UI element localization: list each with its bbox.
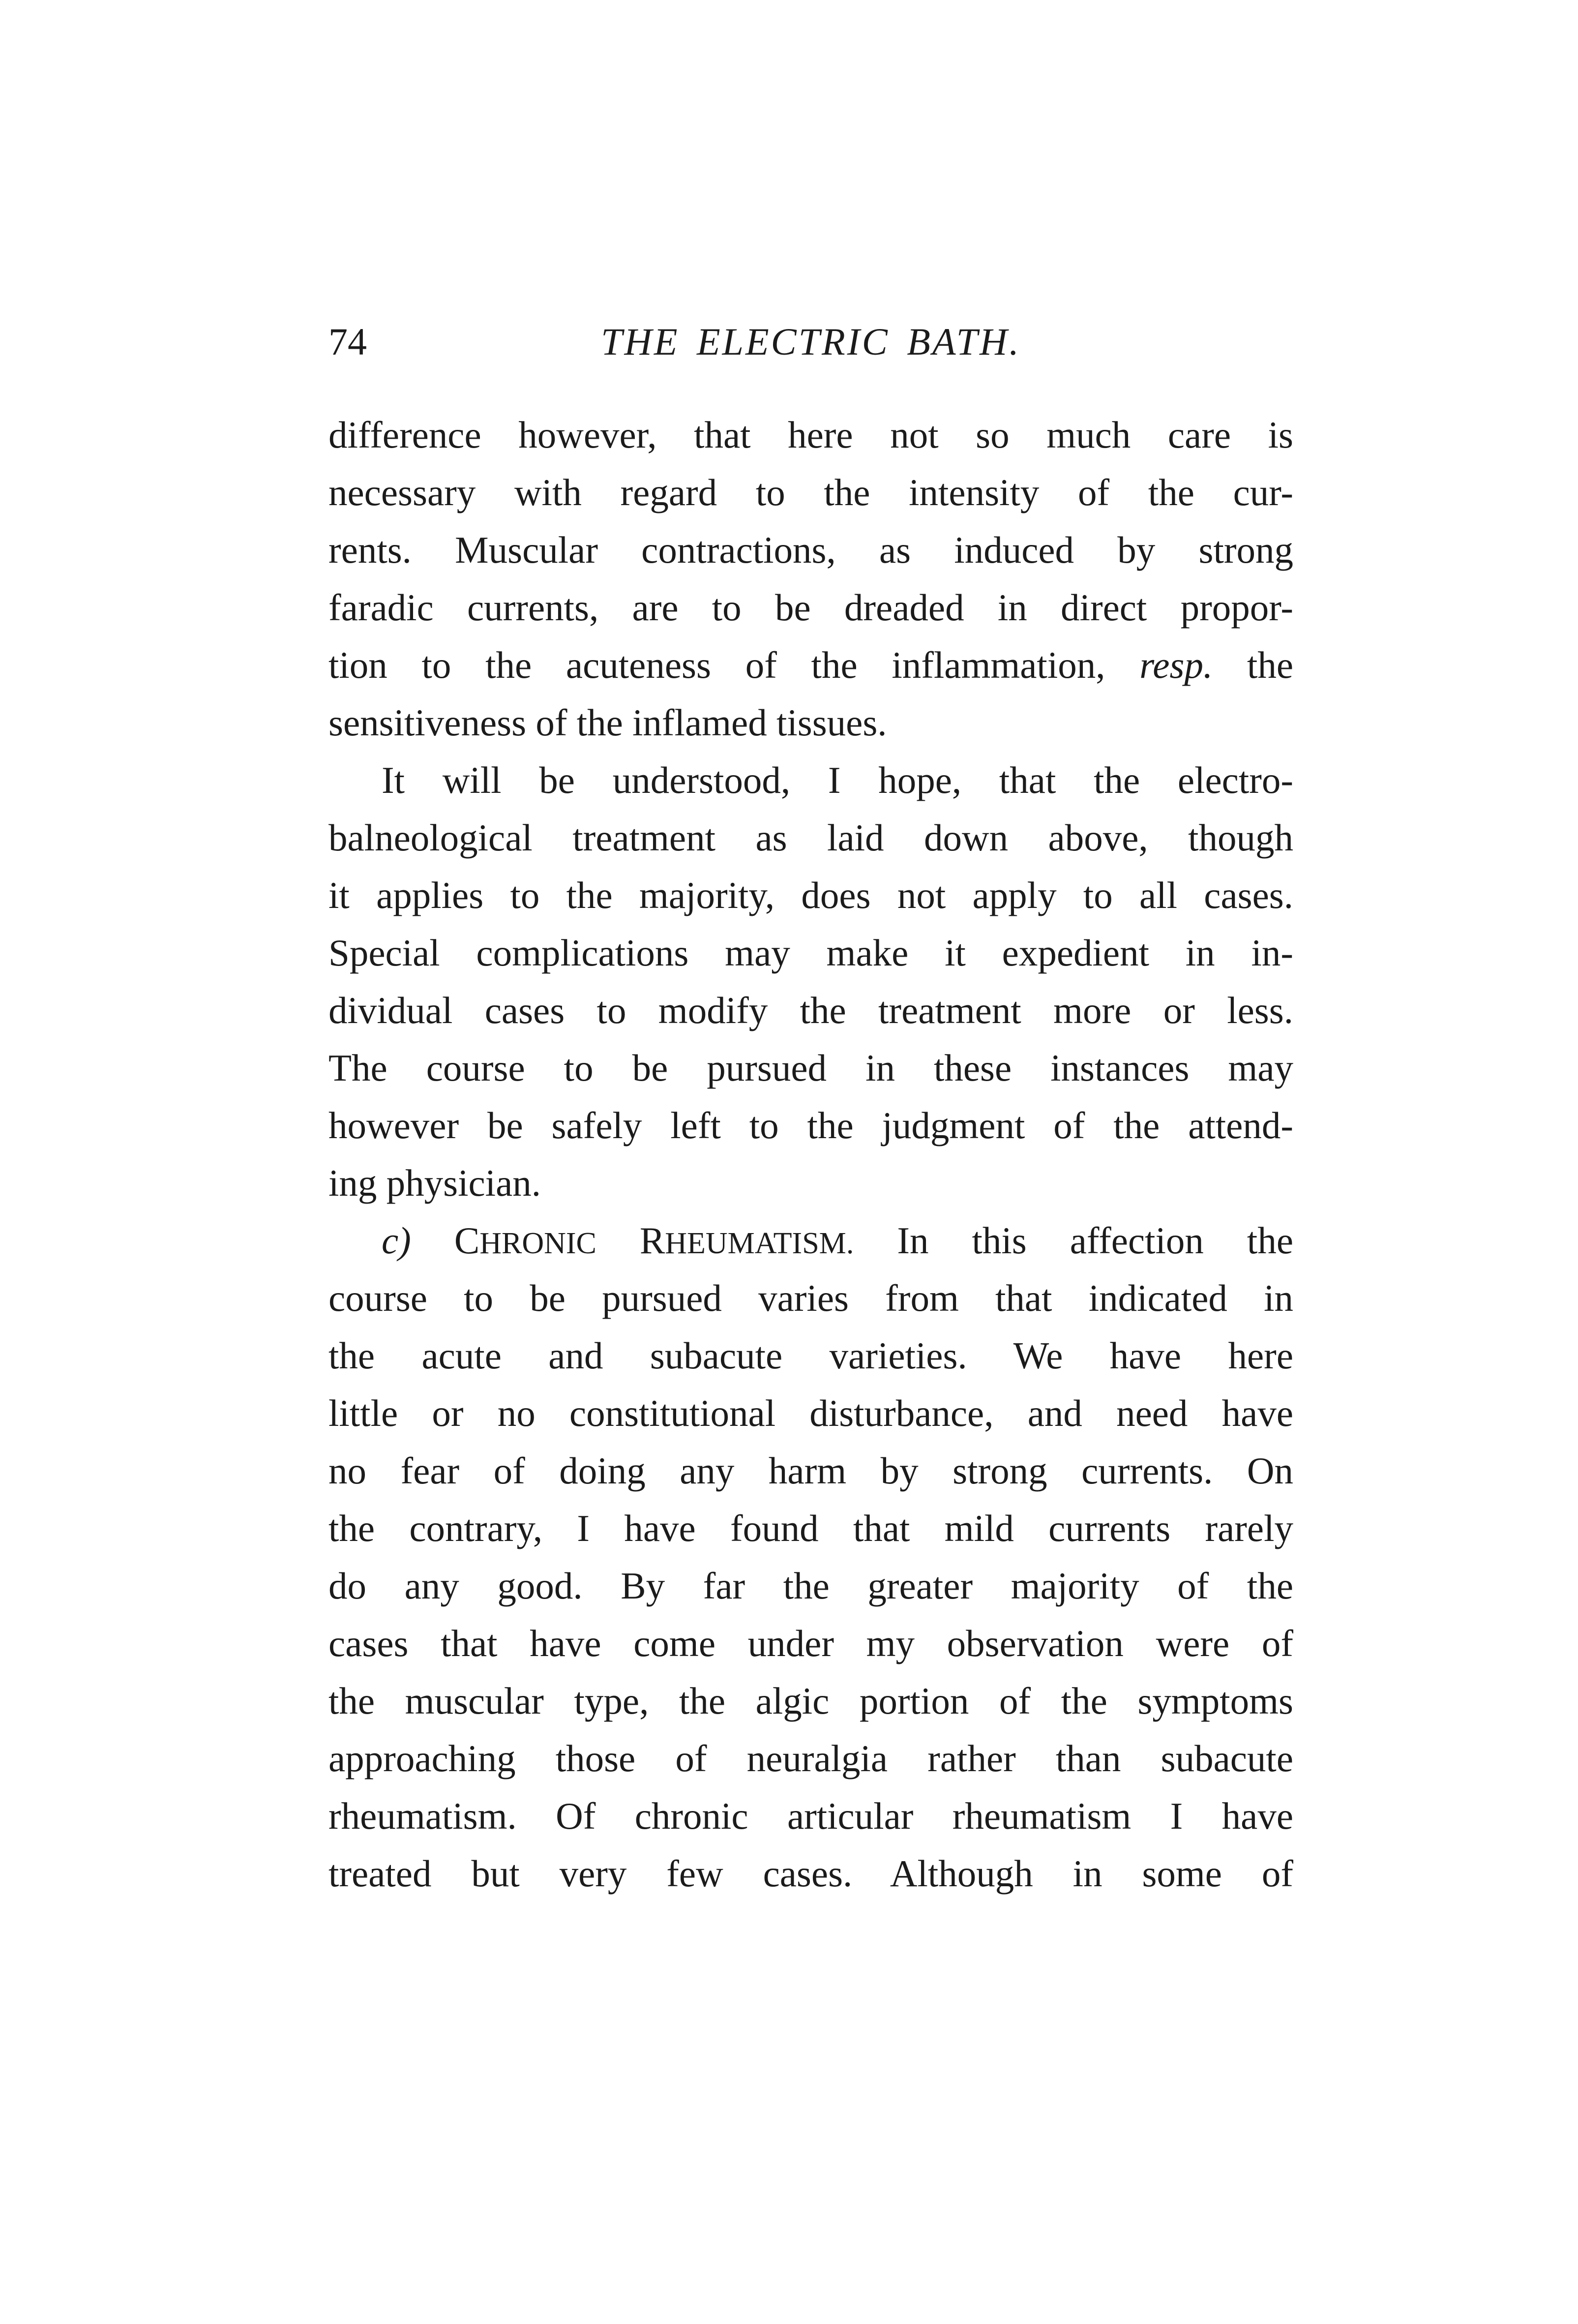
text-segment: In this affection the xyxy=(897,1219,1293,1262)
text-line: however be safely left to the judgment of the attend- xyxy=(328,1104,1293,1147)
text-segment: tion to the acuteness of the inflammation, xyxy=(328,644,1105,686)
text-line: sensitiveness of the inflamed tissues. xyxy=(328,701,887,744)
section-heading xyxy=(454,1219,854,1262)
text-line: it applies to the majority, does not apply to all cases. xyxy=(328,874,1293,916)
body-text xyxy=(328,406,1293,1902)
italic-abbreviation: resp. xyxy=(1139,644,1213,686)
text-line: balneological treatment as laid down above, though xyxy=(328,816,1293,859)
running-head xyxy=(328,315,1293,369)
text-line: faradic currents, are to be dreaded in direct propor- xyxy=(328,586,1293,629)
page-number: 74 xyxy=(328,320,367,363)
text-line: ing physician. xyxy=(328,1162,541,1204)
text-line: the muscular type, the algic portion of the symptoms xyxy=(328,1680,1293,1722)
text-line: the contrary, I have found that mild currents rarely xyxy=(328,1507,1293,1549)
text-line: The course to be pursued in these instances may xyxy=(328,1047,1293,1089)
heading-smallcaps: HEUMATISM. xyxy=(665,1227,854,1260)
text-line: course to be pursued varies from that indicated in xyxy=(328,1277,1293,1319)
heading-initial: C xyxy=(454,1219,480,1262)
heading-initial: R xyxy=(639,1219,665,1262)
text-line: little or no constitutional disturbance, and need have xyxy=(328,1392,1293,1434)
text-line: It will be understood, I hope, that the electro- xyxy=(382,759,1293,801)
heading-smallcaps: HRONIC xyxy=(479,1227,596,1260)
text-line: treated but very few cases. Although in some of xyxy=(328,1852,1293,1895)
section-label: c) xyxy=(382,1219,411,1262)
text-line: rheumatism. Of chronic articular rheumatism I have xyxy=(328,1795,1293,1837)
section-heading-line xyxy=(328,1212,1293,1269)
text-line: Special complications may make it expedient in in- xyxy=(328,932,1293,974)
text-line: the acute and subacute varieties. We have here xyxy=(328,1334,1293,1377)
text-line: no fear of doing any harm by strong currents. On xyxy=(328,1449,1293,1492)
text-line: approaching those of neuralgia rather than subacute xyxy=(328,1737,1293,1780)
text-line xyxy=(328,636,1293,694)
text-line: rents. Muscular contractions, as induced by strong xyxy=(328,529,1293,571)
text-line: dividual cases to modify the treatment more or less. xyxy=(328,989,1293,1031)
text-line: do any good. By far the greater majority of the xyxy=(328,1565,1293,1607)
text-segment: the xyxy=(1247,644,1293,686)
text-line: cases that have come under my observation were of xyxy=(328,1622,1293,1664)
text-line: necessary with regard to the intensity of the cur- xyxy=(328,471,1293,513)
running-title: THE ELECTRIC BATH. xyxy=(601,320,1021,363)
text-line: difference however, that here not so much care is xyxy=(328,414,1293,456)
